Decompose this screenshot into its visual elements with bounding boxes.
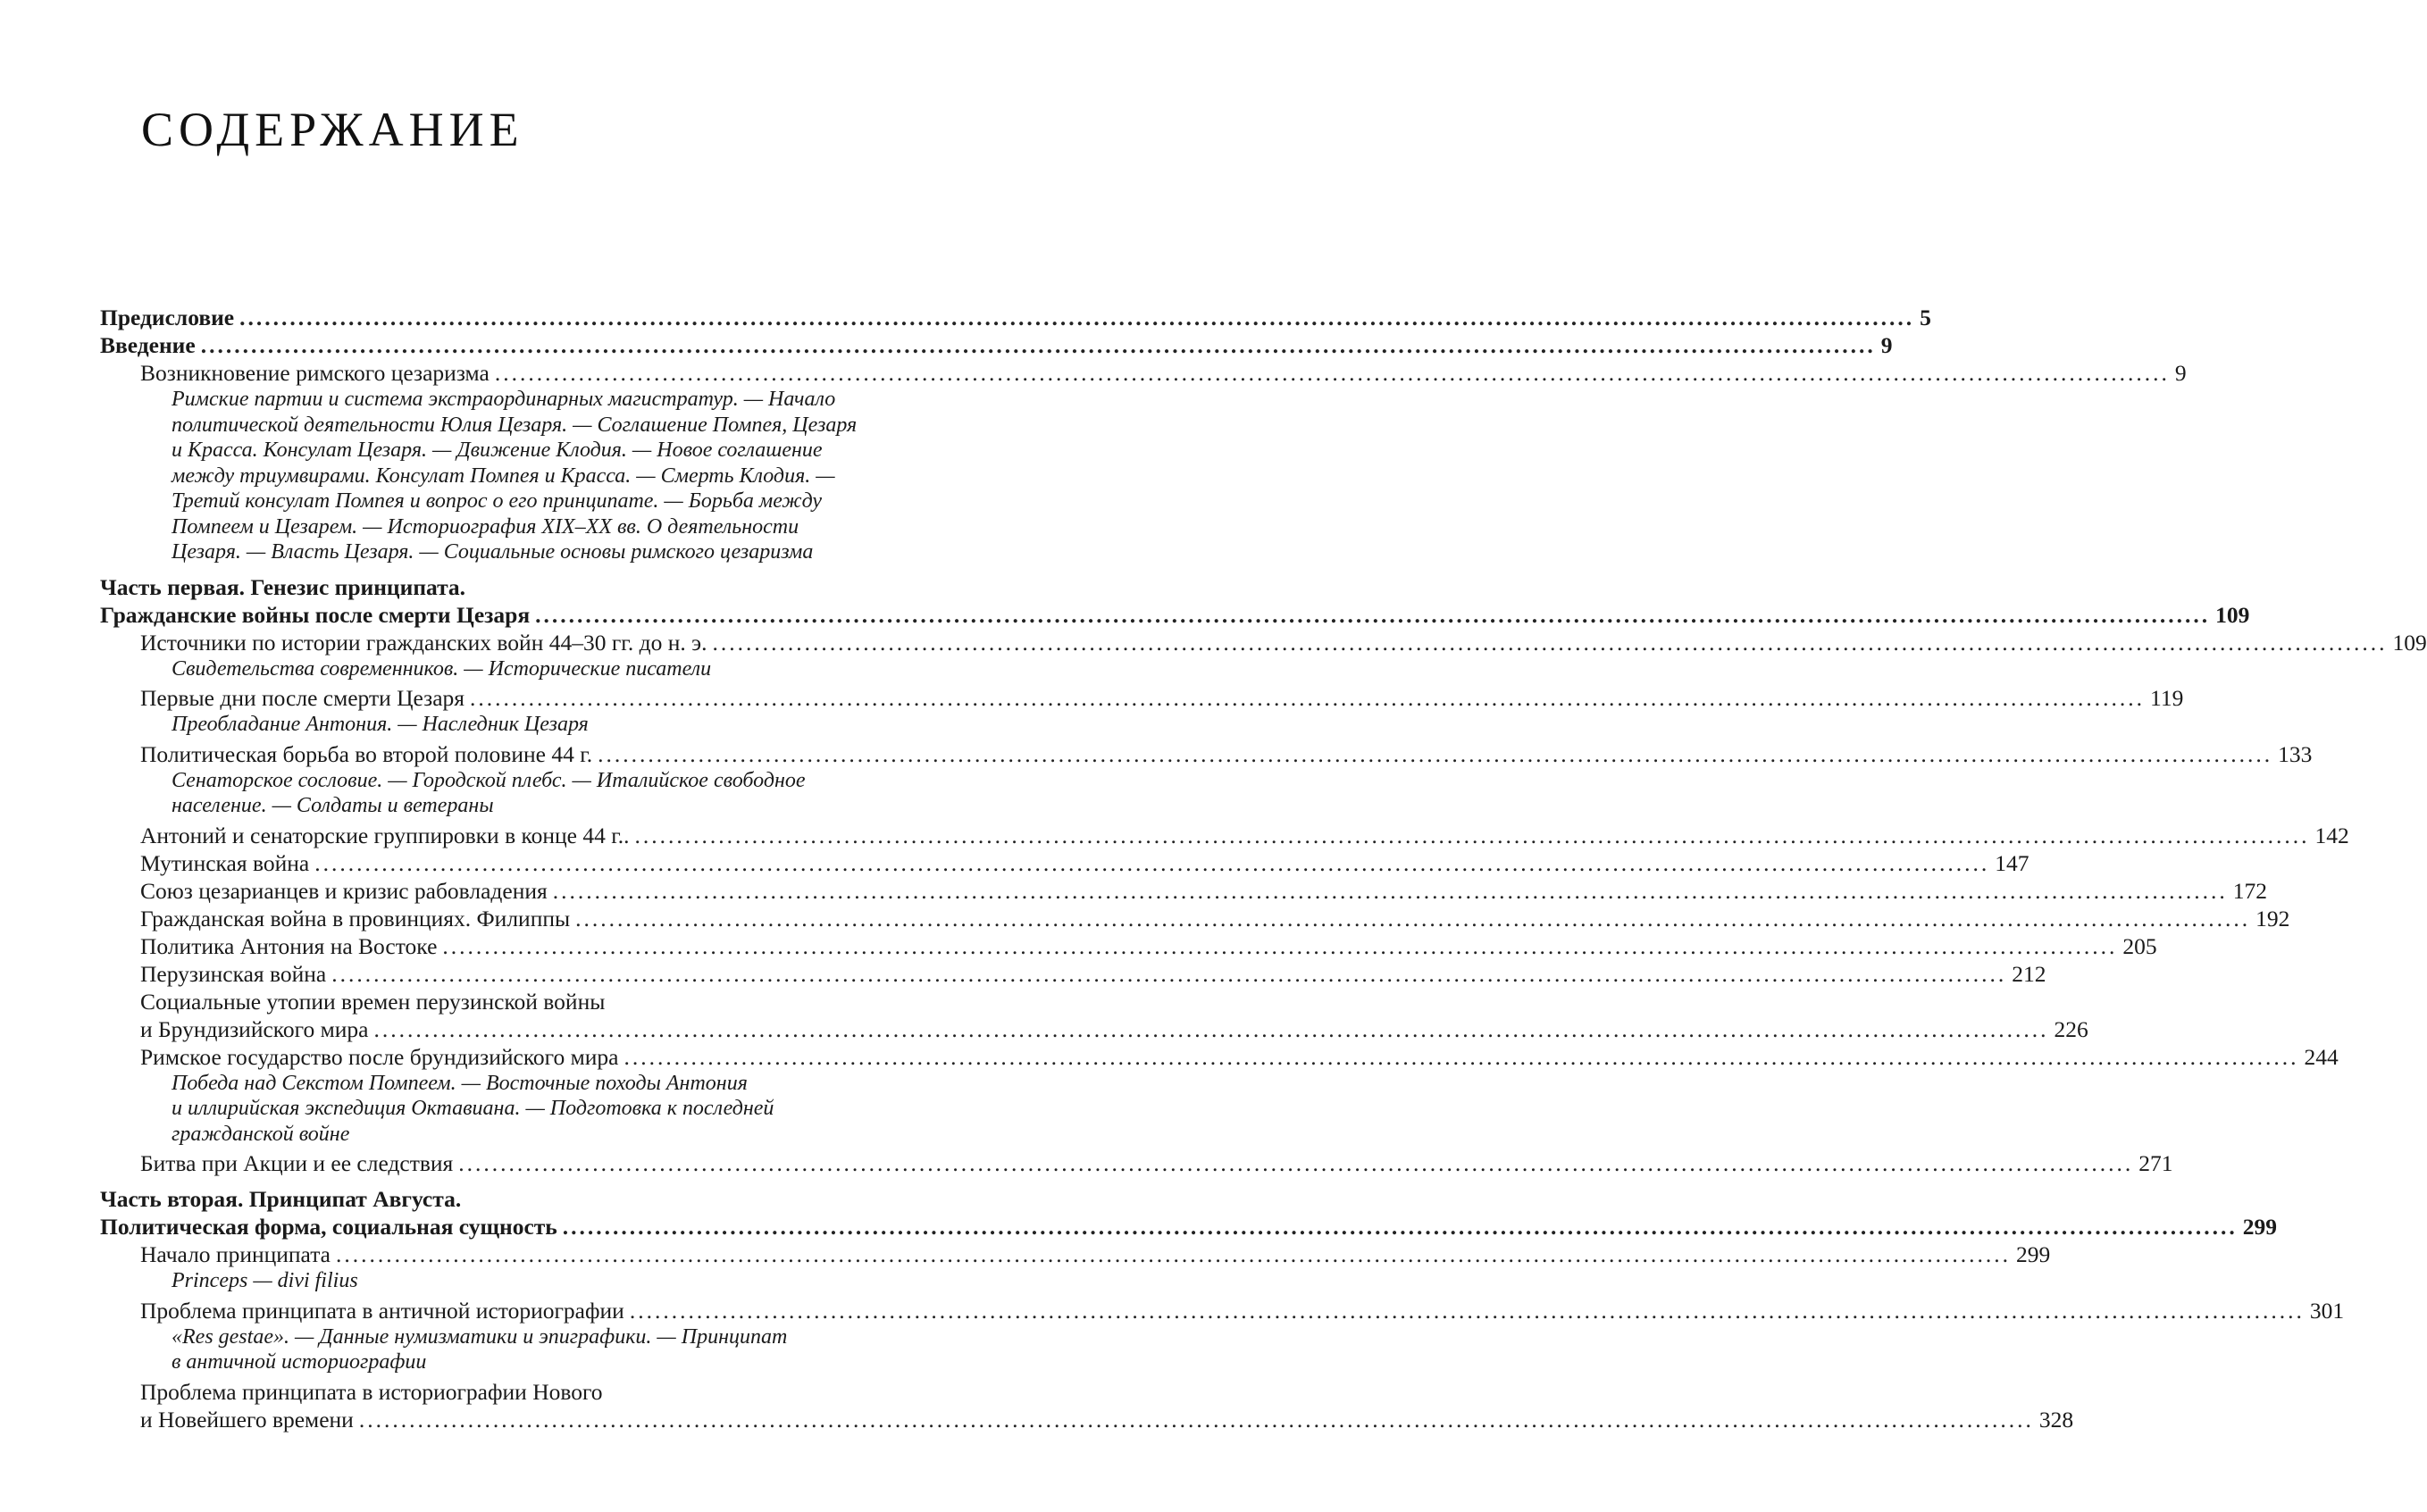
desc-line: и иллирийская экспедиция Октавиана. — Подготовка к последней — [172, 1097, 774, 1120]
entry-title: Проблема принципата в античной историографии — [140, 1297, 624, 1324]
page-number: 133 — [2278, 740, 2313, 767]
leader-dots: ........................................................................................................................................................................................................ — [442, 932, 2118, 959]
entry-title: Первые дни после смерти Цезаря — [140, 685, 465, 711]
desc-line: Цезаря. — Власть Цезаря. — Социальные основы римского цезаризма — [172, 540, 814, 564]
toc-entry-utopias[interactable] — [100, 1015, 2088, 1043]
table-of-contents — [100, 304, 2427, 1433]
toc-entry-political-struggle[interactable] — [100, 740, 2313, 768]
toc-entry-principate-start[interactable] — [100, 1241, 2051, 1268]
modern-historiography-line1: Проблема принципата в историографии Нового — [140, 1378, 603, 1405]
entry-title: Римское государство после брундизийского мира — [140, 1043, 619, 1070]
leader-dots: ........................................................................................................................................................................................................ — [358, 1406, 2034, 1433]
leader-dots: ........................................................................................................................................................................................................ — [336, 1241, 2011, 1267]
entry-title: Союз цезарианцев и кризис рабовладения — [140, 877, 548, 904]
page-number: 142 — [2314, 822, 2349, 848]
page-number: 328 — [2038, 1406, 2074, 1433]
page-number: 299 — [2016, 1241, 2051, 1267]
entry-title: Источники по истории гражданских войн 44–30 гг. до н. э. — [140, 629, 707, 656]
toc-entry-roman-state[interactable] — [100, 1043, 2339, 1071]
page-number: 212 — [2012, 960, 2046, 987]
entry-description — [100, 387, 924, 565]
desc-line: Римские партии и система экстраординарных магистратур. — Начало — [172, 388, 836, 411]
part2-heading: Часть вторая. Принципат Августа. — [100, 1186, 462, 1212]
leader-dots: ........................................................................................................................................................................................................ — [712, 629, 2388, 656]
entry-title: Политическая борьба во второй половине 44 г. — [140, 740, 593, 767]
entry-title: Мутинская война — [140, 849, 310, 876]
desc-line: Третий консулат Помпея и вопрос о его принципате. — Борьба между — [172, 489, 823, 513]
toc-entry-part2[interactable] — [100, 1213, 2278, 1241]
entry-description — [100, 768, 924, 819]
entry-description — [100, 1324, 924, 1375]
toc-entry-rise-caesarism[interactable] — [100, 359, 2187, 387]
entry-title: Перузинская война — [140, 960, 327, 987]
page-number: 299 — [2242, 1214, 2278, 1240]
desc-line: Свидетельства современников. — Исторические писатели — [172, 656, 712, 681]
leader-dots: ........................................................................................................................................................................................................ — [552, 877, 2228, 904]
toc-entry-antony-east[interactable] — [100, 932, 2157, 960]
entry-title: Гражданская война в провинциях. Филиппы — [140, 905, 571, 931]
entry-title: Антоний и сенаторские группировки в конце 44 г.. — [140, 822, 630, 848]
desc-line: политической деятельности Юлия Цезаря. — Соглашение Помпея, Цезаря — [172, 413, 858, 437]
entry-title: Битва при Акции и ее следствия — [140, 1150, 454, 1176]
entry-title: Предисловие — [100, 305, 235, 330]
leader-dots: ........................................................................................................................................................................................................ — [373, 1015, 2049, 1042]
desc-line: население. — Солдаты и ветераны — [172, 794, 494, 817]
toc-entry-antony-senate[interactable] — [100, 822, 2349, 849]
desc-line: между триумвирами. Консулат Помпея и Красса. — Смерть Клодия. — — [172, 464, 835, 488]
page-number: 109 — [2215, 601, 2250, 628]
entry-title: Начало принципата — [140, 1241, 331, 1267]
page-number: 301 — [2309, 1297, 2345, 1324]
leader-dots: ........................................................................................................................................................................................................ — [314, 849, 1990, 876]
page-number: 109 — [2392, 629, 2427, 656]
page-number: 5 — [1920, 305, 1931, 330]
entry-title: Введение — [100, 332, 196, 358]
leader-dots: ........................................................................................................................................................................................................ — [331, 960, 2007, 987]
part1-heading: Часть первая. Генезис принципата. — [100, 573, 466, 600]
page-number: 226 — [2054, 1015, 2088, 1042]
toc-entry-perusine[interactable] — [100, 960, 2046, 988]
page-number: 205 — [2122, 932, 2157, 959]
leader-dots: ........................................................................................................................................................................................................ — [634, 822, 2310, 848]
entry-title: Политика Антония на Востоке — [140, 932, 438, 959]
leader-dots: ........................................................................................................................................................................................................ — [494, 360, 2170, 386]
toc-entry-first-days[interactable] — [100, 684, 2184, 712]
leader-dots: ........................................................................................................................................................................................................ — [562, 1214, 2238, 1240]
toc-entry-introduction[interactable] — [100, 331, 1893, 359]
toc-entry-ancient-historiography[interactable] — [100, 1297, 2345, 1324]
leader-dots: ........................................................................................................................................................................................................ — [458, 1150, 2134, 1176]
page-title: СОДЕРЖАНИЕ — [141, 103, 524, 156]
toc-entry-actium[interactable] — [100, 1149, 2173, 1177]
leader-dots: ........................................................................................................................................................................................................ — [239, 305, 1915, 330]
page-number: 192 — [2255, 905, 2290, 931]
page-number: 119 — [2150, 685, 2184, 711]
entry-description — [100, 1071, 924, 1148]
page-number: 147 — [1995, 849, 2029, 876]
desc-line: Princeps — divi filius — [172, 1269, 358, 1292]
toc-entry-part1[interactable] — [100, 601, 2250, 629]
leader-dots: ........................................................................................................................................................................................................ — [623, 1043, 2299, 1070]
desc-line: Помпеем и Цезарем. — Историография XIX–XX вв. О деятельности — [172, 514, 799, 539]
desc-line: Победа над Секстом Помпеем. — Восточные походы Антония — [172, 1071, 748, 1095]
page-number: 271 — [2138, 1150, 2173, 1176]
entry-description — [100, 656, 924, 682]
toc-entry-modern-historiography[interactable] — [100, 1406, 2074, 1433]
page-number: 244 — [2304, 1043, 2339, 1070]
entry-title: Гражданские войны после смерти Цезаря — [100, 601, 531, 628]
entry-title: и Брундизийского мира — [140, 1015, 369, 1042]
desc-line: Преобладание Антония. — Наследник Цезаря — [172, 713, 589, 736]
toc-entry-sources[interactable] — [100, 629, 2427, 656]
desc-line: гражданской войне — [172, 1122, 350, 1146]
entry-title: и Новейшего времени — [140, 1406, 354, 1433]
desc-line: «Res gestae». — Данные нумизматики и эпиграфики. — Принципат — [172, 1324, 788, 1349]
toc-entry-mutina[interactable] — [100, 849, 2029, 877]
leader-dots: ........................................................................................................................................................................................................ — [598, 740, 2273, 767]
desc-line: Сенаторское сословие. — Городской плебс. — Италийское свободное — [172, 768, 806, 792]
page-number: 172 — [2232, 877, 2267, 904]
entry-description — [100, 712, 924, 738]
toc-entry-union[interactable] — [100, 877, 2267, 905]
entry-title: Возникновение римского цезаризма — [140, 360, 490, 386]
toc-entry-preface[interactable] — [100, 304, 1931, 331]
leader-dots: ........................................................................................................................................................................................................ — [575, 905, 2251, 931]
leader-dots: ........................................................................................................................................................................................................ — [535, 601, 2211, 628]
entry-title: Политическая форма, социальная сущность — [100, 1214, 557, 1240]
entry-description — [100, 1268, 924, 1294]
desc-line: в античной историографии — [172, 1350, 427, 1374]
leader-dots: ........................................................................................................................................................................................................ — [200, 332, 1876, 358]
leader-dots: ........................................................................................................................................................................................................ — [470, 685, 2146, 711]
desc-line: и Красса. Консулат Цезаря. — Движение Клодия. — Новое соглашение — [172, 439, 823, 462]
page-number: 9 — [2174, 360, 2187, 386]
toc-entry-civil-war-provinces[interactable] — [100, 905, 2290, 932]
leader-dots: ........................................................................................................................................................................................................ — [629, 1297, 2305, 1324]
utopias-title-line1: Социальные утопии времен перузинской войны — [140, 988, 606, 1015]
page-number: 9 — [1880, 332, 1893, 358]
